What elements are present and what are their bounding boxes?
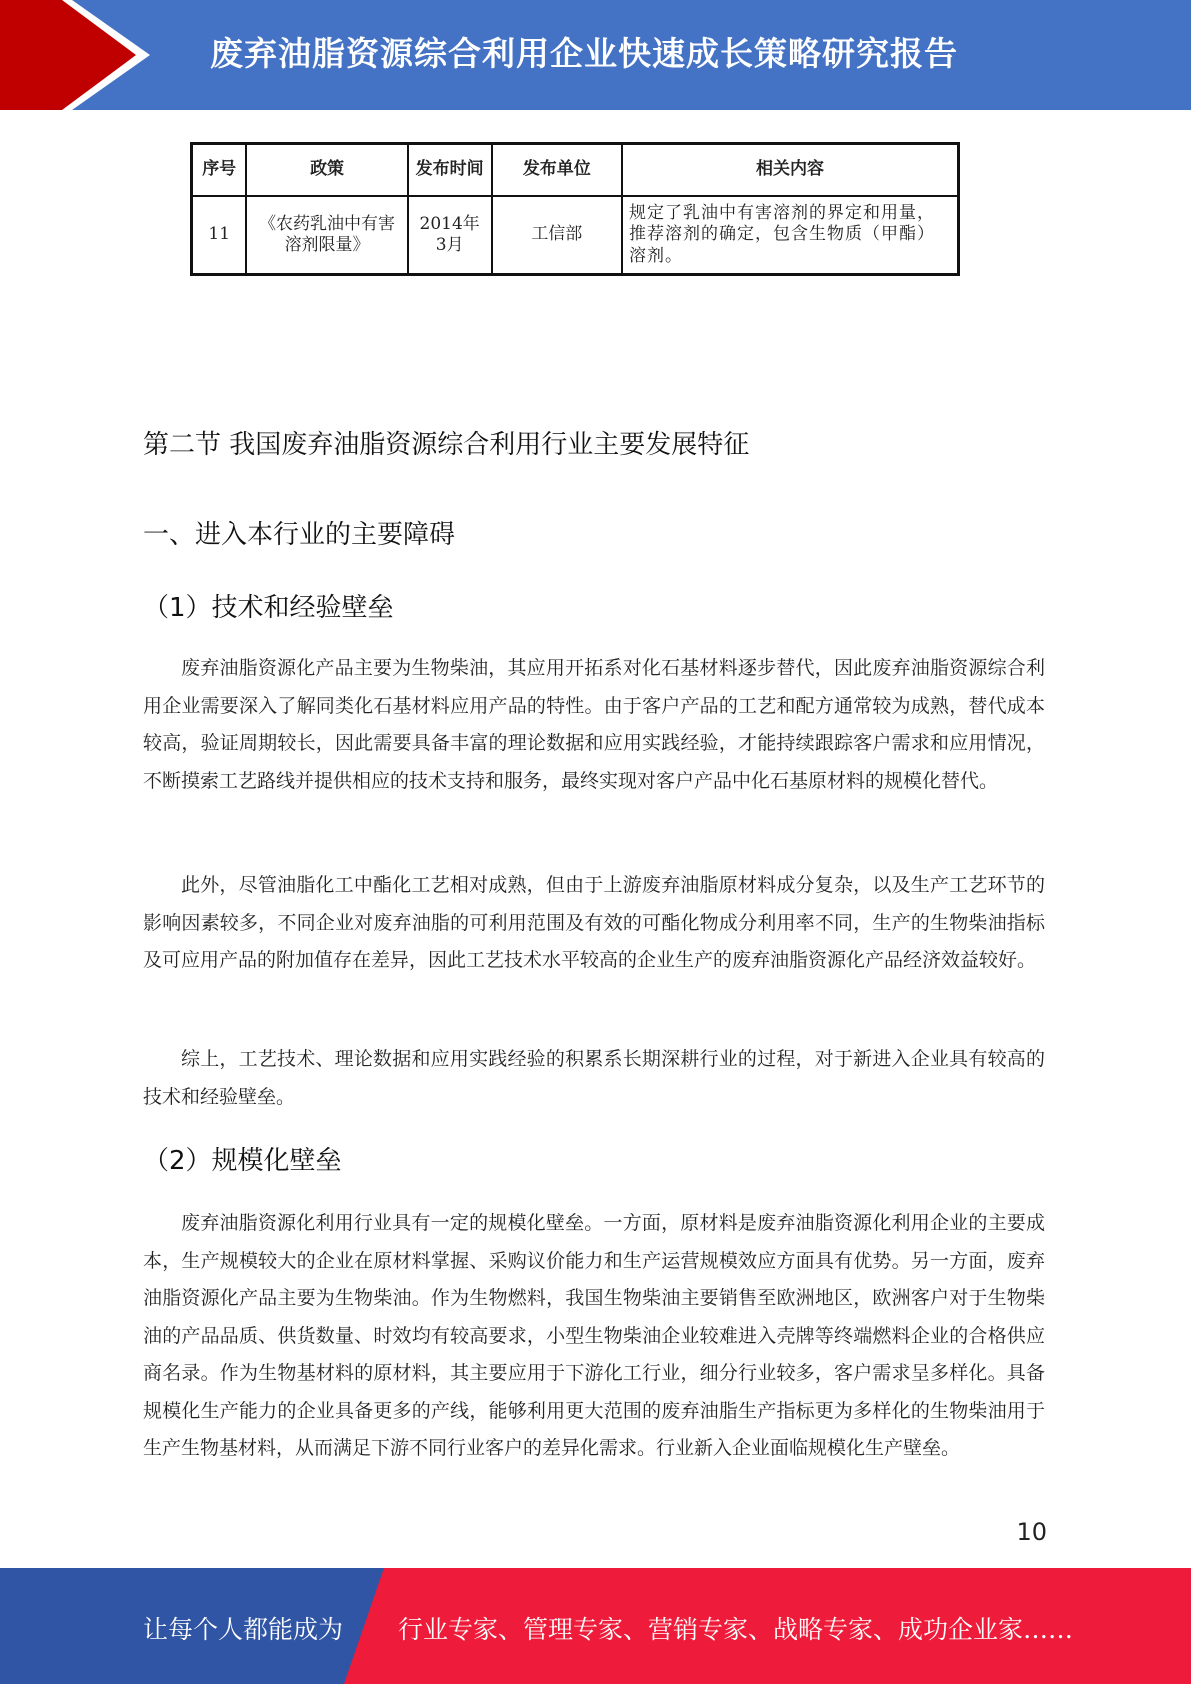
cell-issuer: 工信部: [492, 196, 622, 275]
header-arrow-icon: [0, 0, 136, 110]
subsection-title: 一、进入本行业的主要障碍: [143, 520, 456, 550]
column-header-policy: 政策: [246, 144, 407, 197]
barrier-2-title: （2）规模化壁垒: [143, 1146, 342, 1176]
column-header-issuer: 发布单位: [492, 144, 622, 197]
barrier-1-paragraph-1: 废弃油脂资源化产品主要为生物柴油，其应用开拓系对化石基材料逐步替代，因此废弃油脂资源综合利用企业需要深入了解同类化石基材料应用产品的特性。由于客户产品的工艺和配方通常较为成熟，替代成本较高，验证周期较长，因此需要具备丰富的理论数据和应用实践经验，才能持续跟踪客户需求和应用情况，不断摸索工艺路线并提供相应的技术支持和服务，最终实现对客户产品中化石基原材料的规模化替代。: [143, 657, 1045, 792]
table-header-row: [192, 144, 959, 197]
report-title: 废弃油脂资源综合利用企业快速成长策略研究报告: [210, 34, 958, 73]
cell-date: 2014年3月: [408, 196, 492, 275]
section-title: 第二节 我国废弃油脂资源综合利用行业主要发展特征: [143, 430, 750, 460]
table-row: [192, 196, 959, 275]
page-header: [0, 0, 1191, 110]
footer-slogan-left: 让每个人都能成为: [143, 1615, 344, 1644]
column-header-no: 序号: [192, 144, 247, 197]
page-number: 10: [1016, 1518, 1047, 1546]
barrier-2-paragraph-1: 废弃油脂资源化利用行业具有一定的规模化壁垒。一方面，原材料是废弃油脂资源化利用企业的主要成本，生产规模较大的企业在原材料掌握、采购议价能力和生产运营规模效应方面具有优势。另一方面，废弃油脂资源化产品主要为生物柴油。作为生物燃料，我国生物柴油主要销售至欧洲地区，欧洲客户对于生物柴油的产品品质、供货数量、时效均有较高要求，小型生物柴油企业较难进入壳牌等终端燃料企业的合格供应商名录。作为生物基材料的原材料，其主要应用于下游化工行业，细分行业较多，客户需求呈多样化。具备规模化生产能力的企业具备更多的产线，能够利用更大范围的废弃油脂生产指标更为多样化的生物柴油用于生产生物基材料，从而满足下游不同行业客户的差异化需求。行业新入企业面临规模化生产壁垒。: [143, 1212, 1045, 1459]
footer-slogan-right: 行业专家、管理专家、营销专家、战略专家、成功企业家……: [398, 1615, 1074, 1644]
cell-content: 规定了乳油中有害溶剂的界定和用量，推荐溶剂的确定，包含生物质（甲酯）溶剂。: [622, 196, 958, 275]
page-footer: [0, 1568, 1191, 1684]
column-header-date: 发布时间: [408, 144, 492, 197]
barrier-1-paragraph-2: 此外，尽管油脂化工中酯化工艺相对成熟，但由于上游废弃油脂原材料成分复杂，以及生产工艺环节的影响因素较多，不同企业对废弃油脂的可利用范围及有效的可酯化物成分利用率不同，生产的生物柴油指标及可应用产品的附加值存在差异，因此工艺技术水平较高的企业生产的废弃油脂资源化产品经济效益较好。: [143, 874, 1045, 971]
barrier-1-paragraph-3: 综上，工艺技术、理论数据和应用实践经验的积累系长期深耕行业的过程，对于新进入企业具有较高的技术和经验壁垒。: [143, 1048, 1045, 1108]
cell-policy: 《农药乳油中有害溶剂限量》: [246, 196, 407, 275]
column-header-content: 相关内容: [622, 144, 958, 197]
policy-table: [190, 142, 960, 276]
cell-no: 11: [192, 196, 247, 275]
barrier-1-title: （1）技术和经验壁垒: [143, 593, 394, 623]
